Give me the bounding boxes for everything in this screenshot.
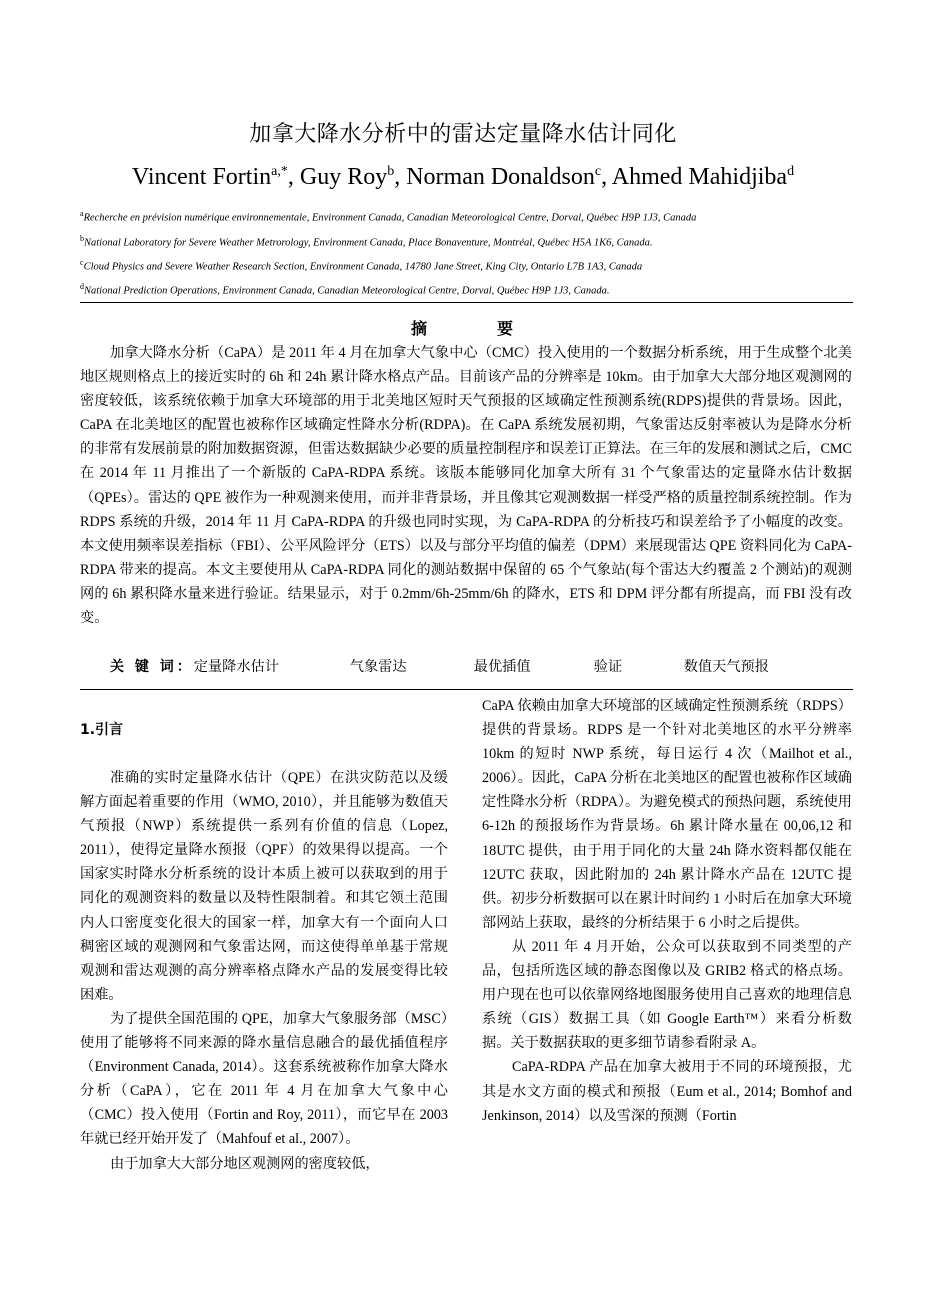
author-affil-mark: c: [594, 164, 602, 179]
author-line: Vincent Fortin$^{a,*}$, Guy Roy$^b$, Norman Donaldson$^c$, Ahmed Mahidjiba$^d$: [131, 164, 795, 190]
left-column: [80, 766, 448, 1176]
affiliation-a: $^a$Recherche en prévision numérique environnementale, Environment Canada, Canadian Meteorological Centre, Dorval, Québec H9P 1J3, Canada: [80, 209, 697, 224]
keywords-label: 关 键 词：: [110, 659, 194, 675]
author-affil-mark: a,*: [271, 164, 288, 179]
body-paragraph: CaPA-RDPA 产品在加拿大被用于不同的环境预报，尤其是水文方面的模式和预报（Eum et al., 2014; Bomhof and Jenkinson, 2014）以及雪深的预测（Fortin: [482, 1059, 852, 1124]
affiliation-d: $^d$National Prediction Operations, Environment Canada, Canadian Meteorological Centre, Dorval, Québec H9P 1J3, Canada.: [80, 282, 610, 297]
keyword: 定量降水估计: [193, 659, 279, 675]
abstract-divider: [80, 689, 853, 690]
keyword: 验证: [593, 659, 623, 675]
author-affil-mark: b: [387, 164, 395, 179]
paper-title: 加拿大降水分析中的雷达定量降水估计同化: [249, 122, 677, 147]
body-paragraph: 由于加拿大大部分地区观测网的密度较低，: [110, 1155, 380, 1172]
keyword: 最优插值: [473, 659, 531, 675]
body-paragraph: 为了提供全国范围的 QPE，加拿大气象服务部（MSC）使用了能够将不同来源的降水量信息融合的最优插值程序（Environment Canada, 2014）。这套系统被称作加拿大降水分析（CaPA），它在 2011 年 4 月在加拿大气象中心（CMC）投入使用（Fortin and Roy, 2011），而它早在 2003 年就已经开始开发了（Mahfouf et al., 2007）。: [80, 1010, 448, 1148]
affiliation-b: $^b$National Laboratory for Severe Weather Metrorology, Environment Canada, Place Bonaventure, Montréal, Québec H5A 1K6, Canada.: [80, 234, 653, 249]
body-paragraph: CaPA 依赖由加拿大环境部的区域确定性预测系统（RDPS）提供的背景场。RDPS 是一个针对北美地区的水平分辨率 10km 的短时 NWP 系统，每日运行 4 次（Mailhot et al., 2006）。因此，CaPA 分析在北美地区的配置也被称作区域确定性降水分析（RDPA）。为避免模式的预热问题，系统使用 6-12h 的预报场作为背景场。6h 累计降水量在 00,06,12 和 18UTC 提供，由于用于同化的大量 24h 降水资料都仅能在 12UTC 获取，因此附加的 24h 累计降水产品在 12UTC 提供。初步分析数据可以在累计时间约 1 小时后在加拿大环境部网站上获取，最终的分析结果于 6 小时之后提供。: [482, 698, 852, 931]
author-name: Vincent Fortin: [131, 164, 272, 190]
author-name: Ahmed Mahidjiba: [611, 164, 788, 190]
abstract-text: 加拿大降水分析（CaPA）是 2011 年 4 月在加拿大气象中心（CMC）投入使用的一个数据分析系统，用于生成整个北美地区规则格点上的接近实时的 6h 和 24h 累计降水格点产品。目前该产品的分辨率是 10km。由于加拿大大部分地区观测网的密度较低，该系统依赖于加拿大环境部的用于北美地区短时天气预报的区域确定性预测系统(RDPS)提供的背景场。因此，CaPA 在北美地区的配置也被称作区域确定性降水分析(RDPA)。在 CaPA 系统发展初期，气象雷达反射率被认为是降水分析的非常有发展前景的附加数据资源，但雷达数据缺少必要的质量控制程序和误差订正算法。在三年的发展和测试之后，CMC 在 2014 年 11 月推出了一个新版的 CaPA-RDPA 系统。该版本能够同化加拿大所有 31 个气象雷达的定量降水估计数据（QPEs）。雷达的 QPE 被作为一种观测来使用，而并非背景场，并且像其它观测数据一样受严格的质量控制系统控制。作为 RDPS 系统的升级，2014 年 11 月 CaPA-RDPA 的升级也同时实现，为 CaPA-RDPA 的分析技巧和误差给予了小幅度的改变。本文使用频率误差指标（FBI）、公平风险评分（ETS）以及与部分平均值的偏差（DPM）来展现雷达 QPE 资料同化为 CaPA-RDPA 带来的提高。本文主要使用从 CaPA-RDPA 同化的测站数据中保留的 65 个气象站(每个雷达大约覆盖 2 个测站)的观测网的 6h 累积降水量来进行验证。结果显示，对于 0.2mm/6h-25mm/6h 的降水，ETS 和 DPM 评分都有所提高，而 FBI 没有改变。: [80, 345, 852, 627]
keyword: 气象雷达: [349, 659, 407, 675]
author-name: Norman Donaldson: [406, 164, 595, 190]
header-divider: [80, 302, 853, 303]
section-heading: 1.引言: [80, 722, 124, 738]
author-name: Guy Roy: [299, 164, 388, 190]
affiliation-c: $^c$Cloud Physics and Severe Weather Research Section, Environment Canada, 14780 Jane Street, King City, Ontario L7B 1A3, Canada: [80, 258, 643, 273]
abstract-heading: 摘 要: [410, 319, 516, 338]
keyword: 数值天气预报: [683, 659, 769, 675]
body-paragraph: 从 2011 年 4 月开始，公众可以获取到不同类型的产品，包括所选区域的静态图像以及 GRIB2 格式的格点场。用户现在也可以依靠网络地图服务使用自己喜欢的地理信息系统（GIS）数据工具（如 Google Earth™）来看分析数据。关于数据获取的更多细节请参看附录 A。: [482, 938, 852, 1052]
keywords: [110, 656, 852, 676]
author-affil-mark: d: [787, 164, 795, 179]
body-paragraph: 准确的实时定量降水估计（QPE）在洪灾防范以及缓解方面起着重要的作用（WMO, 2010），并且能够为数值天气预报（NWP）系统提供一系列有价值的信息（Lopez, 2011），使得定量降水预报（QPF）的效果得以提高。一个国家实时降水分析系统的设计本质上被可以获取到的用于同化的观测资料的数量以及特性限制着。和其它领土范围内人口密度变化很大的国家一样，加拿大有一个面向人口稠密区域的观测网和气象雷达网，而这使得单单基于常规观测和雷达观测的高分辨率格点降水产品的发展变得比较困难。: [80, 770, 448, 1003]
right-column: [482, 694, 852, 1128]
